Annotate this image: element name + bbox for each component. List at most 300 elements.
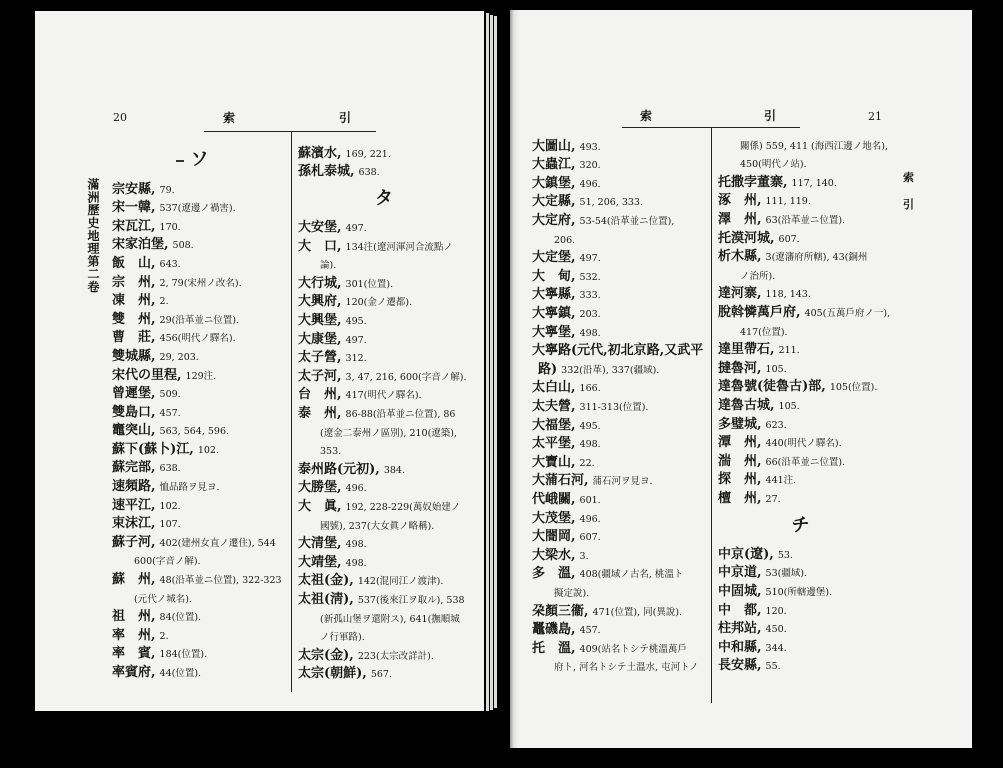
entry-page-refs: 166. [579,383,601,395]
entry-page-refs: 498. [345,557,367,569]
entry-line [298,422,470,441]
entry-line [298,608,470,627]
entry-page-refs: 450(明代ノ站). [740,159,807,171]
entry-line [298,459,470,478]
entry-headword: 澤 州, [718,212,762,228]
index-entry [718,581,883,600]
entry-line [112,513,287,532]
entry-line [298,570,470,589]
entry-headword: 大鎮堡, [532,175,576,191]
margin-index-label: 索 [903,171,914,184]
entry-line [718,153,883,172]
entry-page-refs: 3(遼瀋府所轄), 43(銅州 [765,252,868,264]
entry-line [298,645,470,664]
column-divider [291,131,292,692]
index-entry [532,303,707,322]
index-entry [718,339,883,358]
entry-page-refs: 擬定說). [554,587,590,599]
index-entry [532,136,707,155]
entry-line [112,216,287,235]
index-entry [718,376,883,395]
index-entry [718,172,883,191]
entry-line [112,234,287,253]
index-entry [718,302,891,339]
index-entry [112,383,287,402]
entry-line [532,173,707,192]
entry-headword: 宋瓦江, [112,218,156,234]
index-entry [298,143,470,162]
index-entry [718,283,883,302]
entry-page-refs: 170. [159,221,181,233]
index-entry-continued [718,135,888,172]
entry-headword: 大寧縣, [532,287,576,303]
entry-page-refs: 532. [579,271,601,283]
index-entry [532,154,707,173]
entry-page-refs: 408(疆域ノ古名, 桃溫ト [579,569,684,581]
entry-line [718,321,883,340]
entry-headword: 宗安縣, [112,181,156,197]
page-number: 21 [868,110,882,123]
entry-headword: 鼉磯島, [532,622,576,638]
index-entry [112,365,287,384]
entry-line [112,402,287,421]
entry-page-refs: 211. [778,345,800,357]
entry-headword: 大 眞, [298,498,342,514]
entry-headword: 蘇完部, [112,460,156,476]
entry-page-refs: 48(沿革並ニ位置), 322-323 [159,575,282,587]
entry-page-refs: 441注. [765,475,797,487]
entry-headword: 達里帶石, [718,342,775,358]
entry-line [532,303,707,322]
left-page [35,11,484,711]
index-entry [718,618,883,637]
entry-line [718,135,888,154]
entry-line [718,488,883,507]
index-column [112,141,287,680]
index-column [718,135,891,674]
entry-headword: 探 州, [718,472,762,488]
entry-line [532,377,707,396]
entry-page-refs: 169, 221. [345,148,391,160]
entry-line [298,403,470,422]
entry-line [532,396,707,415]
entry-line [112,532,287,551]
entry-headword: 多璧城, [718,416,762,432]
entry-headword: 雙 州, [112,311,156,327]
entry-page-refs: 301(位置). [345,278,394,290]
entry-page-refs: 55. [765,661,781,673]
entry-page-refs: 497. [345,334,367,346]
entry-page-refs: 118, 143. [765,289,811,301]
index-entry [298,273,470,292]
entry-line [718,600,883,619]
entry-headword: 宋家泊堡, [112,237,169,253]
entry-page-refs: 105. [765,363,787,375]
entry-page-refs: 53(疆域). [765,568,808,580]
entry-line [718,339,883,358]
entry-page-refs: 142(混同江ノ渡津). [357,576,444,588]
entry-line [532,210,707,229]
entry-page-refs: 332(沿革), 337(疆域). [561,364,660,376]
entry-headword: 托漠河城, [718,230,775,246]
entry-line [298,161,470,180]
entry-line [298,217,470,236]
entry-line [112,476,287,495]
entry-page-refs: 509. [159,389,181,401]
entry-page-refs: (遼金二泰州ノ區別), 210(遼築), [320,427,458,439]
entry-headword: 率 州, [112,627,156,643]
entry-line [718,190,883,209]
entry-page-refs: ノ行軍路). [320,632,365,644]
entry-page-refs: 498. [345,539,367,551]
entry-headword: 雙島口, [112,404,156,420]
index-entry [532,247,707,266]
entry-page-refs: 450. [765,624,787,636]
entry-line [718,209,883,228]
index-entry [532,433,707,452]
index-entry [112,513,287,532]
entry-page-refs: 117, 140. [791,177,837,189]
entry-headword: 中和縣, [718,639,762,655]
index-entry [718,414,883,433]
index-entry [298,663,470,682]
entry-headword: 大康堡, [298,331,342,347]
entry-headword: 率 賓, [112,646,156,662]
index-entry [298,310,470,329]
entry-page-refs: 638. [159,463,181,475]
entry-line [532,508,707,527]
entry-page-refs: 496. [345,483,367,495]
entry-line [718,618,883,637]
index-entry [298,384,470,403]
entry-line [298,496,470,515]
page-stack-edge [486,13,489,711]
entry-page-refs: 2, 79(宋州ノ改名). [159,277,242,289]
index-entry [532,619,707,638]
entry-line [718,451,883,470]
entry-line [532,470,707,489]
entry-page-refs: 105. [778,401,800,412]
entry-line [112,606,287,625]
entry-headword: 大寶山, [532,454,576,470]
index-entry [112,179,287,198]
entry-headword: 路) [538,361,558,377]
entry-line [298,347,470,366]
entry-page-refs: 53-54(沿革並ニ位置), [579,216,675,228]
entry-page-refs: 203. [579,309,601,321]
index-entry [532,415,707,434]
entry-page-refs: 27. [765,493,781,505]
entry-headword: 太祖(金), [298,573,354,589]
entry-headword: 曾遲堡, [112,386,156,402]
entry-headword: 大 甸, [532,268,576,284]
entry-headword: 太白山, [532,380,576,396]
index-entry [112,402,287,421]
entry-headword: 曹 莊, [112,330,156,346]
entry-headword: 大行城, [298,275,342,291]
entry-page-refs: 405(五萬戶府ノ一), [804,308,891,320]
entry-headword: 達魯號(徒魯古)部, [718,379,826,395]
entry-headword: 大圖山, [532,138,576,154]
entry-line [532,322,707,341]
entry-headword: 大蟲江, [532,157,576,173]
entry-line [112,662,287,681]
entry-page-refs: 107. [159,519,181,531]
entry-page-refs: 638. [358,167,380,179]
entry-headword: 中 都, [718,602,762,618]
index-entry [718,209,883,228]
index-entry [298,329,470,348]
index-entry [298,589,470,645]
entry-line [298,236,470,255]
entry-line [532,415,707,434]
entry-headword: 太祖(淸), [298,591,354,607]
index-entry [718,655,883,674]
entry-headword: 竈突山, [112,423,156,439]
entry-line [112,383,287,402]
entry-line [112,197,287,216]
entry-page-refs: 29(沿革並ニ位置). [159,314,240,326]
entry-headword: 大勝堡, [298,480,342,496]
index-entry [112,532,287,569]
entry-page-refs: (元代ノ城名). [134,593,192,605]
entry-headword: 速頻路, [112,479,156,495]
entry-line [298,589,470,608]
entry-page-refs: 493. [579,141,601,153]
index-entry [718,246,883,283]
entry-headword: 蘇子河, [112,534,156,550]
entry-headword: 大闇岡, [532,529,576,545]
index-entry [112,234,287,253]
entry-headword: 析木縣, [718,249,762,265]
entry-page-refs: 66(沿革並ニ位置). [765,456,846,468]
entry-page-refs: 國號), 237(大女眞ノ略稱). [320,520,435,532]
entry-headword: 大寧鎮, [532,306,576,322]
index-entry [298,161,470,180]
index-entry [112,216,287,235]
entry-page-refs: 84(位置). [159,612,202,624]
entry-headword: 宋代の里程, [112,367,182,383]
index-entry [532,266,707,285]
entry-line [298,533,470,552]
entry-page-refs: 3. [579,550,589,562]
entry-page-refs: 184(位置). [159,649,208,661]
entry-line [298,626,470,645]
entry-line [298,329,470,348]
index-entry [298,459,470,478]
index-entry [718,395,883,414]
entry-page-refs: 601. [579,494,601,506]
running-head-left: 索 [223,111,236,125]
entry-page-refs: 府ト, 河名トシテ土溫水, 屯河トノ [554,662,699,674]
index-entry [112,569,287,606]
entry-headword: 蘇濱水, [298,145,342,161]
entry-page-refs: 495. [345,316,367,328]
entry-headword: 大蒲石河, [532,473,589,489]
entry-line [112,290,287,309]
entry-line [112,495,287,514]
entry-headword: 宗 州, [112,274,156,290]
entry-line [532,247,707,266]
entry-page-refs: 22. [579,457,595,469]
index-entry [532,563,707,600]
index-entry [112,309,287,328]
index-entry [112,346,287,365]
entry-headword: 率賓府, [112,665,156,681]
entry-line [718,376,883,395]
entry-page-refs: 537(遼邊ノ禍害). [159,203,236,215]
index-entry [532,601,707,620]
entry-headword: 多 溫, [532,566,576,582]
index-entry [112,420,287,439]
entry-headword: 雙城縣, [112,348,156,364]
entry-page-refs: 63(沿革並ニ位置). [765,215,846,227]
entry-page-refs: 320. [579,160,601,172]
entry-line [532,619,707,638]
entry-page-refs: 417(位置). [740,326,788,338]
index-entry [298,291,470,310]
entry-line [532,656,707,675]
entry-page-refs: 600(字音ノ解). [134,556,201,568]
entry-headword: 中京道, [718,565,762,581]
entry-headword: 檀 州, [718,490,762,506]
entry-line [112,327,287,346]
entry-page-refs: 105(位置). [829,382,878,394]
entry-line [112,643,287,662]
index-entry [112,327,287,346]
entry-line [298,366,470,385]
entry-page-refs: 102. [159,500,181,512]
index-entry [532,322,707,341]
entry-line [112,588,287,607]
entry-page-refs: 496. [579,178,601,190]
entry-line [298,440,470,459]
page-number: 20 [113,111,127,124]
entry-headword: 太子河, [298,368,342,384]
entry-page-refs: 關係) 559, 411 (海西江邊ノ地名), [740,140,888,152]
entry-line [112,457,287,476]
index-column [532,136,707,675]
entry-headword: 朶顏三衞, [532,603,589,619]
index-entry [298,477,470,496]
entry-headword: 大安堡, [298,220,342,236]
entry-line [112,550,287,569]
page-stack-edge [490,15,493,710]
entry-line [532,284,707,303]
entry-line [532,191,707,210]
entry-headword: 大茂堡, [532,510,576,526]
entry-page-refs: 蒲石河ヲ見ヨ. [592,476,653,488]
entry-line [112,346,287,365]
entry-headword: 涿 州, [718,193,762,209]
entry-line [718,562,883,581]
entry-line [298,515,470,534]
index-entry [112,290,287,309]
entry-headword: 潭 州, [718,435,762,451]
entry-headword: 大定堡, [532,250,576,266]
page-stack-edge [494,16,497,708]
entry-line [718,414,883,433]
index-entry [532,340,707,377]
entry-line [532,154,707,173]
entry-line [532,340,707,359]
index-entry [718,637,883,656]
entry-page-refs: 623. [765,419,787,431]
index-entry [298,347,470,366]
entry-line [112,309,287,328]
index-entry [532,396,707,415]
entry-headword: 代峨關, [532,491,576,507]
index-entry [298,552,470,571]
index-entry [718,451,883,470]
entry-headword: 泰州路(元初), [298,461,380,477]
entry-line [532,601,707,620]
entry-page-refs: 457. [159,407,181,419]
index-entry [718,190,883,209]
entry-line [298,310,470,329]
entry-headword: 湍 州, [718,453,762,469]
entry-line [532,452,707,471]
index-column [298,143,470,682]
index-entry [112,439,287,458]
entry-page-refs: 402(建州女直ノ遷住), 544 [159,537,276,549]
entry-line [718,544,883,563]
entry-line [112,420,287,439]
entry-page-refs: 510(所轄邊堡). [765,586,833,598]
entry-line [718,395,883,414]
index-entry [112,606,287,625]
entry-page-refs: 607. [579,532,601,544]
entry-headword: 台 州, [298,387,342,403]
entry-line [532,359,707,378]
entry-page-refs: 498. [579,327,601,339]
entry-line [298,552,470,571]
entry-line [112,179,287,198]
margin-book-title: 滿洲歷史地理第二卷 [86,178,100,294]
entry-headword: 中固城, [718,583,762,599]
index-entry [532,470,707,489]
index-entry [298,403,470,459]
entry-page-refs: 206. [554,234,576,246]
entry-headword: 柱邦站, [718,621,762,637]
entry-line [298,477,470,496]
entry-headword: 中京(遼), [718,546,774,562]
entry-line [718,283,883,302]
index-entry [718,469,883,488]
entry-line [532,229,707,248]
index-entry [532,284,707,303]
index-entry [532,508,707,527]
entry-headword: 凍 州, [112,293,156,309]
entry-line [532,136,707,155]
entry-headword: 孫札泰城, [298,164,355,180]
entry-page-refs: 643. [159,258,181,270]
entry-headword: 蘇下(蘇卜)江, [112,441,194,457]
entry-page-refs: 333. [579,290,601,302]
entry-line [112,253,287,272]
index-entry [532,638,707,675]
entry-page-refs: 417(明代ノ驛名). [345,390,422,402]
entry-line [718,228,883,247]
entry-headword: 脫斡憐萬戶府, [718,305,801,321]
entry-headword: 太宗(朝鮮), [298,666,367,682]
index-entry [112,457,287,476]
entry-headword: 飯 山, [112,255,156,271]
entry-page-refs: 563, 564, 596. [159,426,230,438]
index-entry [112,476,287,495]
running-head-right: 引 [339,111,352,125]
index-entry [298,496,470,533]
